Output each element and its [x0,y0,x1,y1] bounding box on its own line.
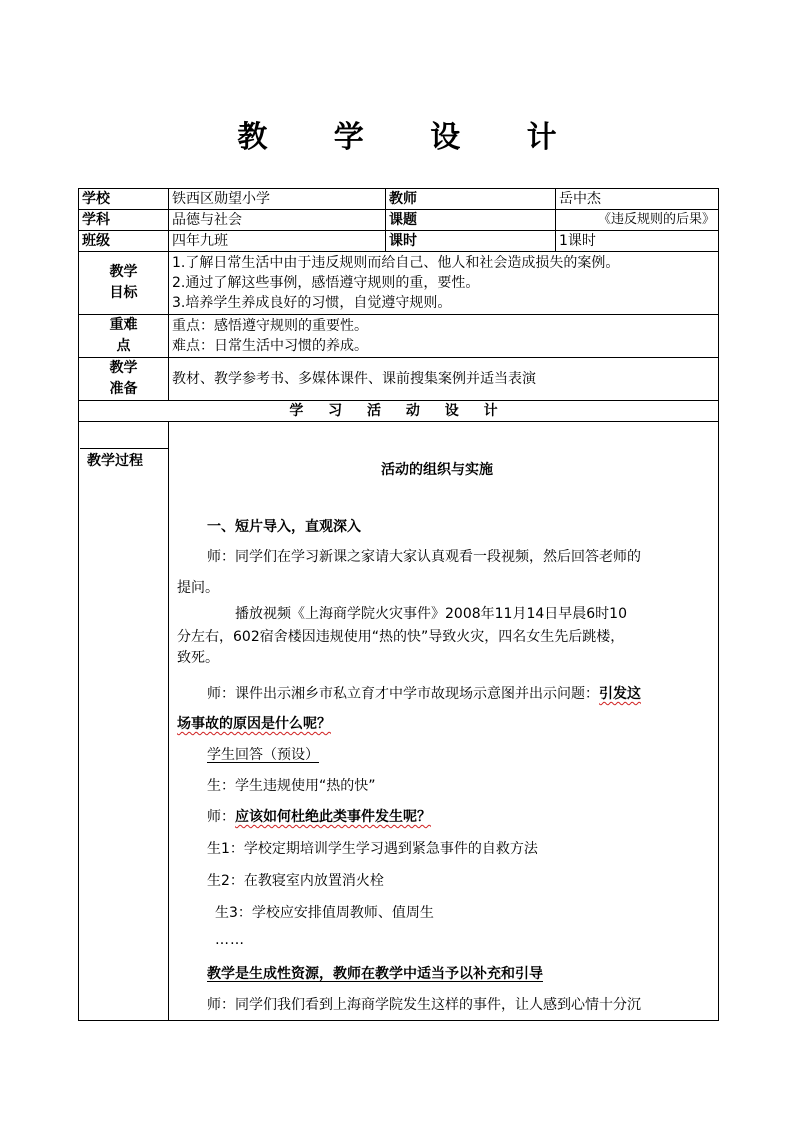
preparation-label [79,358,169,401]
student2-answer: 生2：在教寝室内放置消火栓 [207,873,384,889]
lesson-plan-table [78,188,719,1021]
preparation-label-line1: 教学 [109,360,138,376]
question2-text: 应该如何杜绝此类事件发生呢？ [235,809,431,825]
key-points-label [79,315,169,358]
goal-item: 2.通过了解这些事例，感悟遵守规则的重，要性。 [172,275,480,291]
question2-prefix: 师： [207,809,235,825]
teacher-label: 教师 [386,189,556,210]
page-title: 教 学 设 计 [237,120,585,155]
student-answer-label: 学生回答（预设） [207,747,319,763]
preparation-label-line2: 准备 [109,381,138,397]
activity-design-title: 学 习 活 动 设 计 [79,401,719,422]
question2-line [207,807,431,827]
para1-line2: 提问。 [177,580,219,596]
row-activity-title [79,401,719,422]
para3-line1 [207,684,641,704]
part1-heading: 一、短片导入，直观深入 [207,519,361,535]
goals-label [79,252,169,315]
school-label: 学校 [79,189,169,210]
para1-line1: 师：同学们在学习新课之家请大家认真观看一段视频，然后回答老师的 [207,549,641,565]
process-content [169,422,719,1021]
key-points-label-line2: 点 [116,338,131,354]
process-label-cell [79,422,169,1021]
para2-line3: 致死。 [177,650,219,666]
difficult-point: 难点：日常生活中习惯的养成。 [172,338,368,354]
hours-label: 课时 [386,231,556,252]
goals-content [169,252,719,315]
key-points-content [169,315,719,358]
topic-value: 《违反规则的后果》 [556,210,719,231]
class-label: 班级 [79,231,169,252]
para3-question-b: 场事故的原因是什么呢？ [177,716,331,732]
school-value: 铁西区勋望小学 [169,189,386,210]
subject-label: 学科 [79,210,169,231]
subject-value: 品德与社会 [169,210,386,231]
para3-question-a: 引发这 [599,686,641,702]
answer1: 生：学生违规使用“热的快” [207,778,376,794]
key-point: 重点：感悟遵守规则的重要性。 [172,318,368,334]
para2-line2: 分左右，602宿舍楼因违规使用“热的快”导致火灾，四名女生先后跳楼， [177,629,625,645]
process-label: 教学过程 [87,453,143,469]
student3-answer: 生3：学校应安排值周教师、值周生 [215,905,434,921]
para3-text: 师：课件出示湘乡市私立育才中学市故现场示意图并出示问题： [207,686,599,702]
teaching-note: 教学是生成性资源，教师在教学中适当予以补充和引导 [207,966,543,982]
para2-line1: 播放视频《上海商学院火灾事件》2008年11月14日早晨6时10 [235,606,627,622]
activity-heading: 活动的组织与实施 [381,462,493,478]
row-preparation [79,358,719,401]
goal-item: 3.培养学生养成良好的习惯，自觉遵守规则。 [172,295,452,311]
ellipsis: …… [215,932,245,948]
row-subject [79,210,719,231]
process-label-spacer [80,422,168,449]
class-value: 四年九班 [169,231,386,252]
hours-value: 1课时 [556,231,719,252]
teacher-value: 岳中杰 [556,189,719,210]
row-school [79,189,719,210]
last-line: 师：同学们我们看到上海商学院发生这样的事件，让人感到心情十分沉 [207,997,641,1013]
row-process [79,422,719,1021]
goal-item: 1.了解日常生活中由于违反规则而给自己、他人和社会造成损失的案例。 [172,255,620,271]
row-key-points [79,315,719,358]
student1-answer: 生1：学校定期培训学生学习遇到紧急事件的自救方法 [207,841,538,857]
preparation-content: 教材、教学参考书、多媒体课件、课前搜集案例并适当表演 [169,358,719,401]
key-points-label-line1: 重难 [109,317,138,333]
topic-label: 课题 [386,210,556,231]
goals-label-line1: 教学 [109,264,138,280]
row-goals [79,252,719,315]
goals-label-line2: 目标 [109,285,138,301]
row-class [79,231,719,252]
